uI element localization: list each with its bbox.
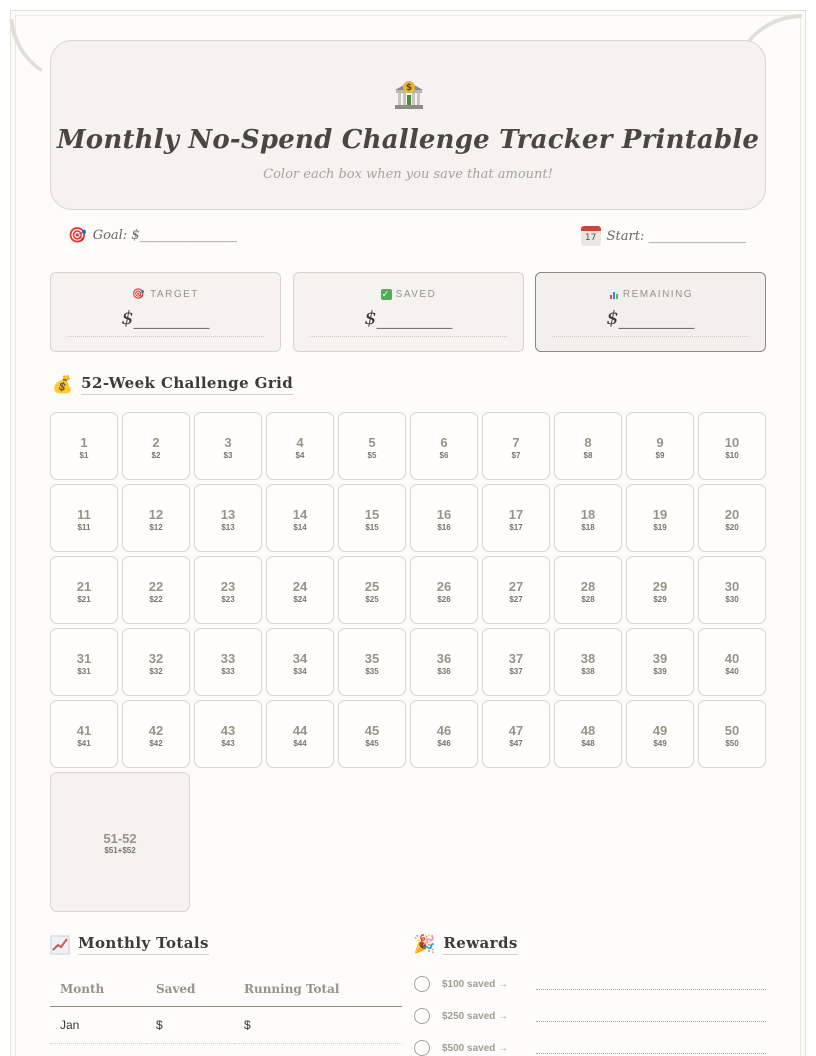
saved-label: SAVED [395, 289, 437, 300]
challenge-box-amount: $9 [655, 451, 665, 460]
challenge-box-number: 14 [292, 507, 308, 522]
challenge-box[interactable] [338, 556, 406, 624]
remaining-card[interactable] [535, 272, 766, 352]
challenge-box[interactable] [626, 700, 694, 768]
challenge-box-number: 25 [364, 579, 380, 594]
monthly-totals-table [50, 972, 402, 1056]
challenge-box-amount: $4 [295, 451, 305, 460]
challenge-box[interactable] [122, 412, 190, 480]
challenge-box[interactable] [50, 628, 118, 696]
challenge-box-number: 19 [652, 507, 668, 522]
challenge-box[interactable] [554, 484, 622, 552]
column-header-month: Month [50, 972, 146, 1007]
challenge-box[interactable] [410, 412, 478, 480]
challenge-box-amount: $42 [149, 739, 163, 748]
reward-checkbox[interactable] [414, 1008, 430, 1024]
challenge-box-amount: $35 [365, 667, 379, 676]
bank-icon [393, 79, 425, 111]
challenge-box[interactable] [194, 556, 262, 624]
table-cell-saved[interactable]: $ [146, 1007, 234, 1044]
party-popper-icon: 🎉 [413, 934, 436, 955]
table-row [50, 1044, 402, 1056]
start-label: Start: _______________ [606, 228, 746, 244]
challenge-box-number: 51-52 [103, 831, 137, 846]
challenge-box-amount: $12 [149, 523, 163, 532]
challenge-box-amount: $11 [77, 523, 91, 532]
challenge-box-amount: $30 [725, 595, 739, 604]
challenge-box-amount: $32 [149, 667, 163, 676]
challenge-box-number: 41 [76, 723, 92, 738]
challenge-box-number: 11 [77, 507, 91, 522]
challenge-box[interactable] [626, 484, 694, 552]
challenge-box-amount: $39 [653, 667, 667, 676]
challenge-box-number: 2 [152, 435, 160, 450]
challenge-box-number: 35 [364, 651, 380, 666]
challenge-box[interactable] [482, 556, 550, 624]
challenge-box-amount: $46 [437, 739, 451, 748]
goal-label: Goal: $_______________ [92, 227, 238, 243]
challenge-box-amount: $1 [79, 451, 89, 460]
challenge-box[interactable] [122, 484, 190, 552]
challenge-box-number: 27 [508, 579, 524, 594]
target-icon: 🎯 [132, 289, 147, 300]
challenge-box-number: 34 [292, 651, 308, 666]
challenge-box[interactable] [410, 484, 478, 552]
challenge-box[interactable] [482, 412, 550, 480]
column-header-running-total: Running Total [234, 972, 402, 1007]
challenge-box[interactable] [50, 484, 118, 552]
challenge-box-number: 8 [584, 435, 592, 450]
challenge-box-number: 4 [296, 435, 304, 450]
challenge-box-amount: $50 [725, 739, 739, 748]
svg-text:$: $ [405, 83, 413, 93]
challenge-box[interactable] [698, 412, 766, 480]
challenge-box-number: 6 [440, 435, 448, 450]
challenge-box[interactable] [122, 628, 190, 696]
challenge-box-number: 38 [580, 651, 596, 666]
challenge-box-amount: $5 [367, 451, 377, 460]
challenge-box-number: 31 [76, 651, 92, 666]
reward-writing-line[interactable] [536, 1042, 766, 1054]
challenge-box-number: 42 [148, 723, 164, 738]
reward-label: $500 saved → [442, 1042, 509, 1054]
challenge-box-number: 40 [724, 651, 740, 666]
table-cell-running-total[interactable]: $ [234, 1007, 402, 1044]
money-bag-icon: 💰 [52, 374, 74, 395]
challenge-box-amount: $40 [725, 667, 739, 676]
challenge-box-amount: $43 [221, 739, 235, 748]
challenge-box-amount: $31 [77, 667, 91, 676]
challenge-box[interactable] [554, 556, 622, 624]
challenge-box-number: 43 [220, 723, 236, 738]
challenge-box-number: 5 [368, 435, 376, 450]
challenge-box-amount: $26 [437, 595, 451, 604]
challenge-box-amount: $18 [581, 523, 595, 532]
challenge-box-amount: $17 [509, 523, 523, 532]
divider [552, 336, 749, 337]
challenge-box-amount: $37 [509, 667, 523, 676]
divider [310, 336, 507, 337]
challenge-box[interactable] [266, 556, 334, 624]
challenge-box-amount: $21 [77, 595, 91, 604]
challenge-box-number: 7 [512, 435, 520, 450]
challenge-box-amount: $36 [437, 667, 451, 676]
challenge-box-amount: $6 [439, 451, 449, 460]
challenge-box-amount: $45 [365, 739, 379, 748]
reward-label: $100 saved → [442, 978, 509, 990]
challenge-box-amount: $33 [221, 667, 235, 676]
challenge-box[interactable] [410, 700, 478, 768]
table-header-row [50, 972, 402, 1007]
challenge-box-number: 23 [220, 579, 236, 594]
challenge-box-amount: $34 [293, 667, 307, 676]
challenge-box[interactable] [482, 628, 550, 696]
challenge-box[interactable] [50, 772, 190, 912]
grid-section-header [52, 374, 293, 395]
challenge-box-amount: $7 [511, 451, 521, 460]
challenge-box[interactable] [50, 412, 118, 480]
page-title: Monthly No-Spend Challenge Tracker Printable [56, 125, 760, 155]
challenge-box-amount: $14 [293, 523, 307, 532]
monthly-totals-title: Monthly Totals [78, 934, 209, 955]
challenge-box[interactable] [338, 412, 406, 480]
challenge-box-amount: $3 [223, 451, 233, 460]
reward-checkbox[interactable] [414, 1040, 430, 1056]
challenge-box-amount: $29 [653, 595, 667, 604]
reward-writing-line[interactable] [536, 978, 766, 990]
challenge-box[interactable] [626, 556, 694, 624]
challenge-box[interactable] [194, 628, 262, 696]
challenge-box[interactable] [122, 556, 190, 624]
challenge-box[interactable] [626, 412, 694, 480]
checkmark-icon: ✓ [381, 289, 391, 299]
challenge-box-number: 50 [724, 723, 740, 738]
target-value: $________ [121, 307, 210, 329]
challenge-box-amount: $19 [653, 523, 667, 532]
challenge-box[interactable] [698, 628, 766, 696]
target-label: TARGET [150, 289, 199, 300]
reward-item-500[interactable] [414, 1040, 766, 1056]
challenge-box-number: 46 [436, 723, 452, 738]
table-row [50, 1007, 402, 1044]
challenge-box-amount: $48 [581, 739, 595, 748]
challenge-box-amount: $47 [509, 739, 523, 748]
table-cell-month: Jan [50, 1007, 146, 1044]
challenge-box-amount: $22 [149, 595, 163, 604]
challenge-box[interactable] [698, 556, 766, 624]
challenge-box-number: 13 [220, 507, 236, 522]
bar-chart-icon [608, 289, 619, 300]
challenge-box[interactable] [554, 700, 622, 768]
challenge-box-number: 9 [656, 435, 664, 450]
challenge-box-number: 21 [76, 579, 92, 594]
challenge-box[interactable] [338, 628, 406, 696]
target-card[interactable] [50, 272, 281, 352]
challenge-box-number: 33 [220, 651, 236, 666]
remaining-label: REMAINING [622, 289, 694, 300]
challenge-box-amount: $49 [653, 739, 667, 748]
challenge-box[interactable] [50, 700, 118, 768]
remaining-value: $________ [606, 307, 695, 329]
challenge-box[interactable] [482, 484, 550, 552]
challenge-box-amount: $51+$52 [104, 846, 136, 855]
challenge-box-amount: $2 [151, 451, 161, 460]
challenge-box-number: 22 [148, 579, 164, 594]
challenge-box-number: 29 [652, 579, 668, 594]
challenge-box-number: 10 [724, 435, 740, 450]
column-header-saved: Saved [146, 972, 234, 1007]
challenge-box[interactable] [698, 484, 766, 552]
challenge-box-number: 39 [652, 651, 668, 666]
challenge-box[interactable] [266, 700, 334, 768]
challenge-box[interactable] [554, 628, 622, 696]
challenge-box-number: 24 [292, 579, 308, 594]
challenge-box[interactable] [410, 556, 478, 624]
challenge-box[interactable] [122, 700, 190, 768]
challenge-box[interactable] [266, 412, 334, 480]
target-icon: 🎯 [68, 226, 87, 244]
challenge-box[interactable] [266, 628, 334, 696]
challenge-box-number: 28 [580, 579, 596, 594]
challenge-box-number: 16 [436, 507, 452, 522]
challenge-box-number: 36 [436, 651, 452, 666]
challenge-box[interactable] [338, 484, 406, 552]
challenge-box[interactable] [338, 700, 406, 768]
challenge-box-amount: $10 [725, 451, 739, 460]
challenge-box-number: 3 [224, 435, 232, 450]
rewards-header [413, 934, 518, 955]
monthly-totals-header [50, 934, 209, 955]
challenge-box[interactable] [554, 412, 622, 480]
divider [67, 336, 264, 337]
challenge-box[interactable] [698, 700, 766, 768]
challenge-box-amount: $38 [581, 667, 595, 676]
challenge-box-amount: $16 [437, 523, 451, 532]
challenge-box[interactable] [482, 700, 550, 768]
challenge-box-amount: $23 [221, 595, 235, 604]
reward-writing-line[interactable] [536, 1010, 766, 1022]
challenge-box-number: 37 [508, 651, 524, 666]
challenge-box-number: 49 [652, 723, 668, 738]
challenge-box-number: 17 [508, 507, 524, 522]
challenge-box-number: 20 [724, 507, 740, 522]
start-field[interactable] [581, 226, 746, 246]
challenge-box-number: 12 [148, 507, 164, 522]
rewards-title: Rewards [443, 934, 517, 955]
page-subtitle: Color each box when you save that amount! [263, 167, 553, 182]
challenge-box[interactable] [194, 484, 262, 552]
calendar-icon: 17 [581, 226, 601, 246]
challenge-box-number: 26 [436, 579, 452, 594]
challenge-box-number: 18 [580, 507, 596, 522]
challenge-box[interactable] [194, 412, 262, 480]
challenge-box[interactable] [50, 556, 118, 624]
challenge-box[interactable] [194, 700, 262, 768]
grid-section-title: 52-Week Challenge Grid [81, 374, 293, 395]
challenge-box-number: 30 [724, 579, 740, 594]
challenge-box-amount: $25 [365, 595, 379, 604]
challenge-box-amount: $44 [293, 739, 307, 748]
challenge-box-amount: $24 [293, 595, 307, 604]
saved-value: $________ [364, 307, 453, 329]
header-panel [50, 40, 766, 210]
challenge-box[interactable] [626, 628, 694, 696]
challenge-box-number: 48 [580, 723, 596, 738]
challenge-box-amount: $27 [509, 595, 523, 604]
challenge-box-amount: $41 [77, 739, 91, 748]
goal-field[interactable] [68, 226, 237, 244]
saved-card[interactable] [293, 272, 524, 352]
reward-item-100[interactable] [414, 976, 766, 992]
challenge-box-amount: $28 [581, 595, 595, 604]
reward-label: $250 saved → [442, 1010, 509, 1022]
challenge-box-number: 32 [148, 651, 164, 666]
challenge-box-amount: $20 [725, 523, 739, 532]
challenge-box-amount: $8 [583, 451, 593, 460]
challenge-box-number: 45 [364, 723, 380, 738]
challenge-box-number: 47 [508, 723, 524, 738]
challenge-box[interactable] [410, 628, 478, 696]
challenge-box[interactable] [266, 484, 334, 552]
reward-item-250[interactable] [414, 1008, 766, 1024]
reward-checkbox[interactable] [414, 976, 430, 992]
chart-increasing-icon [50, 935, 70, 955]
challenge-box-number: 15 [364, 507, 380, 522]
challenge-box-amount: $13 [221, 523, 235, 532]
challenge-box-amount: $15 [365, 523, 379, 532]
challenge-box-number: 1 [80, 435, 88, 450]
challenge-box-number: 44 [292, 723, 308, 738]
